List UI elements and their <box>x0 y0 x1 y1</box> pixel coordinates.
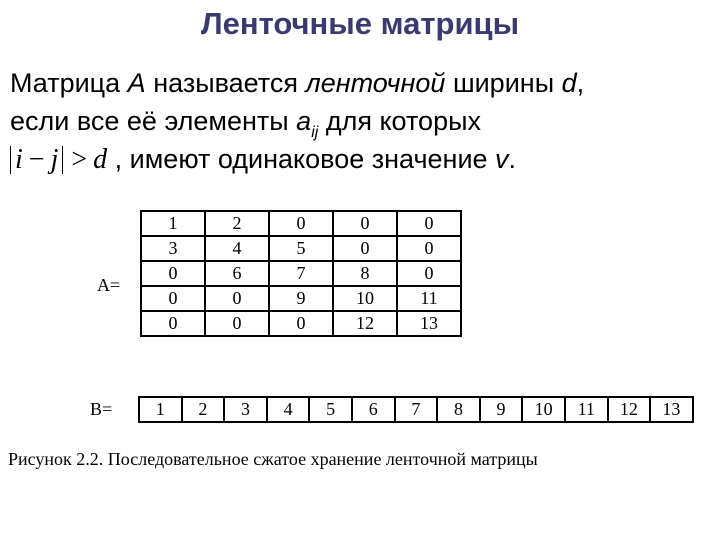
matrix-cell: 0 <box>269 311 333 336</box>
band-matrix-table <box>140 210 462 337</box>
matrix-cell: 0 <box>141 261 205 286</box>
vector-cell: 11 <box>565 397 608 422</box>
formula-greater: > <box>71 144 88 175</box>
text-fragment: для которых <box>318 106 481 136</box>
vector-cell: 3 <box>224 397 267 422</box>
vector-cell: 6 <box>352 397 395 422</box>
matrix-cell: 0 <box>205 286 269 311</box>
band-condition-formula <box>10 146 63 174</box>
matrix-cell: 0 <box>141 311 205 336</box>
vector-cell: 1 <box>139 397 182 422</box>
matrix-cell: 3 <box>141 236 205 261</box>
matrix-row <box>141 211 461 236</box>
slide-title: Ленточные матрицы <box>200 6 520 41</box>
matrix-cell: 0 <box>397 236 461 261</box>
matrix-cell: 0 <box>141 286 205 311</box>
matrix-cell: 12 <box>333 311 397 336</box>
storage-vector-table <box>138 396 694 423</box>
formula-minus: − <box>28 144 45 175</box>
matrix-cell: 7 <box>269 261 333 286</box>
matrix-row <box>141 311 461 336</box>
text-fragment: называется <box>145 68 306 98</box>
matrix-cell: 0 <box>269 211 333 236</box>
matrix-cell: 1 <box>141 211 205 236</box>
vector-cell: 13 <box>650 397 693 422</box>
vector-cell: 4 <box>267 397 310 422</box>
matrix-cell: 8 <box>333 261 397 286</box>
definition-line-1 <box>10 64 710 102</box>
matrix-row <box>141 261 461 286</box>
definition-line-2 <box>10 102 710 140</box>
matrix-cell: 2 <box>205 211 269 236</box>
matrix-cell: 4 <box>205 236 269 261</box>
text-fragment: , <box>576 68 585 98</box>
matrix-cell: 10 <box>333 286 397 311</box>
matrix-cell: 0 <box>397 211 461 236</box>
text-fragment: ширины <box>445 68 562 98</box>
term-banded: ленточной <box>305 68 446 98</box>
vector-cell: 5 <box>309 397 352 422</box>
vector-cell: 9 <box>480 397 523 422</box>
matrix-cell: 5 <box>269 236 333 261</box>
text-fragment: если все её элементы <box>10 106 297 136</box>
formula-i: i <box>15 144 23 175</box>
text-fragment: . <box>508 144 517 174</box>
matrix-cell: 0 <box>205 311 269 336</box>
text-fragment: Матрица <box>10 68 128 98</box>
figure-caption: Рисунок 2.2. Последовательное сжатое хранение ленточной матрицы <box>8 449 538 469</box>
matrix-cell: 9 <box>269 286 333 311</box>
vector-cell: 7 <box>395 397 438 422</box>
matrix-cell: 13 <box>397 311 461 336</box>
vector-cell: 8 <box>437 397 480 422</box>
matrix-cell: 11 <box>397 286 461 311</box>
variable-v: v <box>495 144 509 174</box>
matrix-label: A= <box>97 275 121 295</box>
matrix-cell: 0 <box>333 211 397 236</box>
vector-cell: 2 <box>182 397 225 422</box>
matrix-cell: 0 <box>397 261 461 286</box>
vector-cell: 10 <box>522 397 565 422</box>
variable-a: A <box>127 68 146 98</box>
element-a: a <box>296 106 312 136</box>
formula-j: j <box>50 144 59 175</box>
definition-line-3 <box>10 140 710 179</box>
vector-cell: 12 <box>608 397 651 422</box>
matrix-row <box>141 236 461 261</box>
formula-d: d <box>93 144 108 175</box>
variable-d: d <box>561 68 577 98</box>
matrix-row <box>141 286 461 311</box>
definition-text <box>10 64 710 179</box>
matrix-cell: 0 <box>333 236 397 261</box>
vector-row <box>139 397 693 422</box>
vector-label: B= <box>90 399 113 419</box>
text-fragment: , имеют одинаковое значение <box>107 144 496 174</box>
element-subscript: ij <box>311 124 319 141</box>
matrix-cell: 6 <box>205 261 269 286</box>
